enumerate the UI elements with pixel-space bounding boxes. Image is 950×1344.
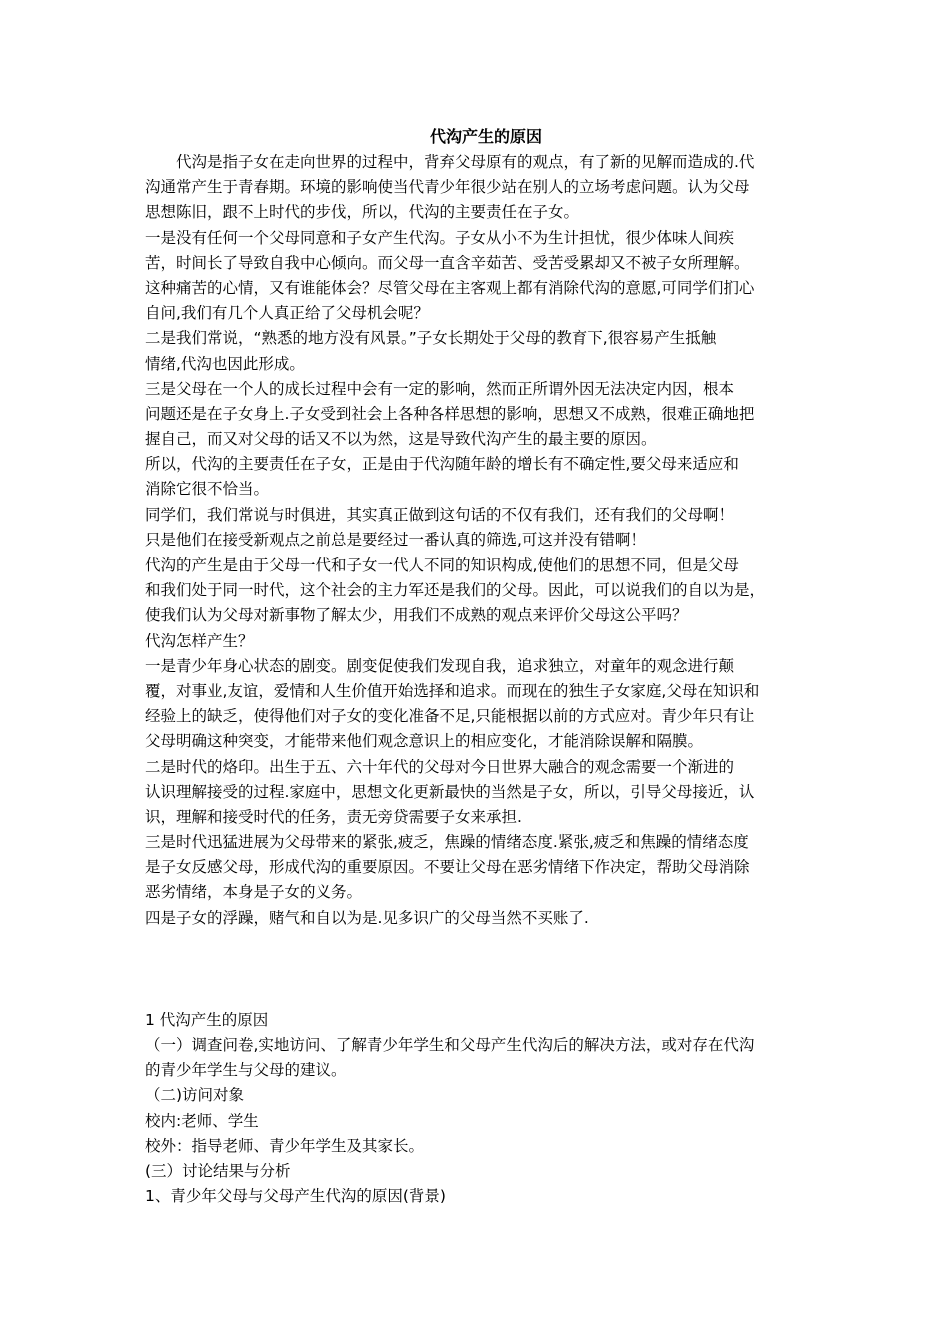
appendix-section (145, 1008, 817, 1210)
document-title: 代沟产生的原因 (429, 127, 542, 146)
body-line: 覆，对事业,友谊，爱情和人生价值开始选择和追求。而现在的独生子女家庭,父母在知识和 (145, 681, 760, 700)
body-line: 握自己，而又对父母的话又不以为然，这是导致代沟产生的最主要的原因。 (145, 430, 657, 449)
body-line: 识，理解和接受时代的任务，责无旁贷需要子女来承担. (145, 807, 522, 826)
appendix-line: 1 代沟产生的原因 (145, 1010, 269, 1029)
body-line: 三是时代迅猛进展为父母带来的紧张,疲乏，焦躁的情绪态度.紧张,疲乏和焦躁的情绪态度 (145, 833, 749, 852)
body-line: 思想陈旧，跟不上时代的步伐，所以，代沟的主要责任在子女。 (145, 203, 580, 222)
appendix-line: 校内:老师、学生 (145, 1111, 259, 1130)
appendix-line: 校外：指导老师、青少年学生及其家长。 (145, 1136, 425, 1155)
body-line: 父母明确这种突变，才能带来他们观念意识上的相应变化，才能消除误解和隔膜。 (145, 732, 704, 751)
document-body (145, 150, 817, 931)
body-line: 所以，代沟的主要责任在子女，正是由于代沟随年龄的增长有不确定性,要父母来适应和 (145, 455, 739, 474)
body-line: 代沟的产生是由于父母一代和子女一代人不同的知识构成,使他们的思想不同，但是父母 (145, 556, 739, 574)
body-line: 三是父母在一个人的成长过程中会有一定的影响，然而正所谓外因无法决定内因，根本 (145, 379, 735, 398)
body-line: 这种痛苦的心情，又有谁能体会？尽管父母在主客观上都有消除代沟的意愿,可同学们扪心 (145, 278, 755, 297)
document-page (145, 124, 817, 1209)
body-line: 一是没有任何一个父母同意和子女产生代沟。子女从小不为生计担忧，很少体味人间疾 (145, 228, 735, 247)
body-line: 和我们处于同一时代，这个社会的主力军还是我们的父母。因此，可以说我们的自以为是， (145, 581, 766, 600)
appendix-line: 的青少年学生与父母的建议。 (145, 1061, 347, 1080)
section-spacer (145, 931, 817, 1008)
appendix-line: （二)访问对象 (145, 1086, 245, 1105)
body-line: 使我们认为父母对新事物了解太少，用我们不成熟的观点来评价父母这公平吗？ (145, 606, 688, 625)
appendix-line: （一）调查问卷,实地访问、了解青少年学生和父母产生代沟后的解决方法，或对存在代沟 (145, 1036, 755, 1054)
appendix-line: 1、青少年父母与父母产生代沟的原因(背景) (145, 1187, 446, 1206)
body-line: 只是他们在接受新观点之前总是要经过一番认真的筛选,可这并没有错啊！ (145, 530, 646, 549)
body-line: 经验上的缺乏，使得他们对子女的变化准备不足,只能根据以前的方式应对。青少年只有让 (145, 707, 755, 726)
body-line: 四是子女的浮躁，赌气和自以为是.见多识广的父母当然不买账了. (145, 908, 589, 927)
body-line: 二是我们常说，“熟悉的地方没有风景。”子女长期处于父母的教育下,很容易产生抵触 (145, 329, 717, 348)
body-line: 是子女反感父母，形成代沟的重要原因。不要让父母在恶劣情绪下作决定，帮助父母消除 (145, 858, 750, 877)
appendix-line: (三）讨论结果与分析 (145, 1161, 291, 1180)
body-line: 认识理解接受的过程.家庭中，思想文化更新最快的当然是子女，所以，引导父母接近，认 (145, 782, 755, 801)
body-line: 问题还是在子女身上.子女受到社会上各种各样思想的影响，思想又不成熟，很难正确地把 (145, 404, 755, 423)
body-line: 自问,我们有几个人真正给了父母机会呢？ (145, 304, 429, 323)
body-line: 二是时代的烙印。出生于五、六十年代的父母对今日世界大融合的观念需要一个渐进的 (145, 757, 735, 776)
body-line: 苦，时间长了导致自我中心倾向。而父母一直含辛茹苦、受苦受累却又不被子女所理解。 (145, 253, 750, 272)
body-line: 情绪,代沟也因此形成。 (145, 354, 305, 373)
body-line: 恶劣情绪，本身是子女的义务。 (145, 883, 363, 902)
body-line: 沟通常产生于青春期。环境的影响使当代青少年很少站在别人的立场考虑问题。认为父母 (145, 178, 750, 197)
body-line: 同学们，我们常说与时俱进，其实真正做到这句话的不仅有我们，还有我们的父母啊！ (145, 505, 735, 524)
body-line: 一是青少年身心状态的剧变。剧变促使我们发现自我，追求独立，对童年的观念进行颠 (145, 656, 735, 675)
body-line: 代沟怎样产生？ (145, 631, 254, 650)
body-line: 代沟是指子女在走向世界的过程中，背弃父母原有的观点，有了新的见解而造成的.代 (145, 153, 755, 171)
body-line: 消除它很不恰当。 (145, 480, 270, 499)
